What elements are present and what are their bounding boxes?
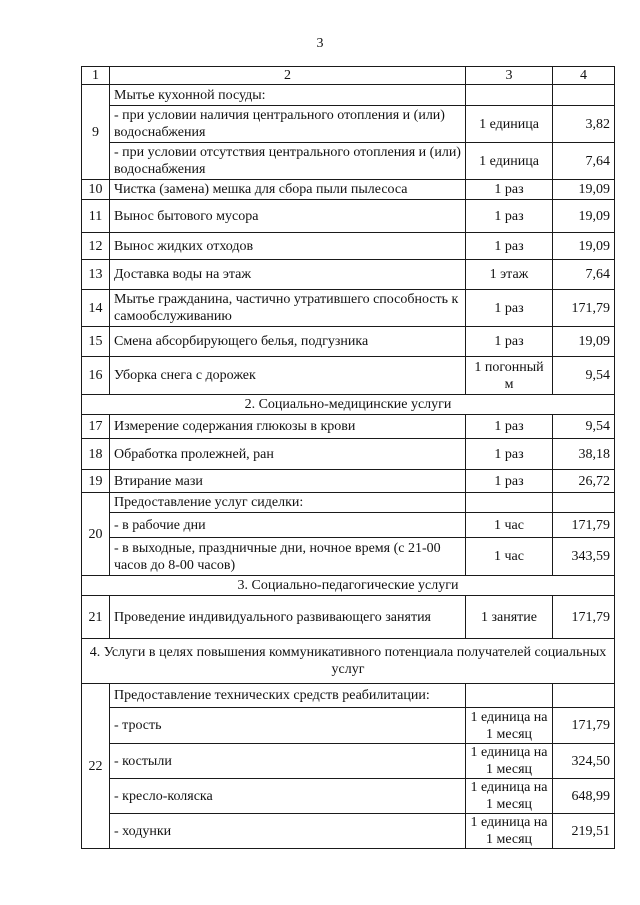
service-unit: 1 раз xyxy=(466,470,553,493)
group-title: Предоставление технических средств реабилитации: xyxy=(110,684,466,708)
group-item-row xyxy=(82,106,615,143)
service-unit: 1 этаж xyxy=(466,260,553,290)
service-name: Вынос жидких отходов xyxy=(110,233,466,260)
group-item-row xyxy=(82,538,615,576)
section-heading: 2. Социально-медицинские услуги xyxy=(82,395,615,415)
service-price: 7,64 xyxy=(553,260,615,290)
service-name: Доставка воды на этаж xyxy=(110,260,466,290)
group-title-row xyxy=(82,85,615,106)
row-number: 15 xyxy=(82,327,110,357)
section-heading-row xyxy=(82,576,615,596)
group-title: Мытье кухонной посуды: xyxy=(110,85,466,106)
service-unit: 1 занятие xyxy=(466,596,553,639)
service-price: 19,09 xyxy=(553,200,615,233)
service-name: - ходунки xyxy=(110,814,466,849)
tariff-table-body xyxy=(82,67,615,849)
group-item-row xyxy=(82,513,615,538)
service-name: - кресло-коляска xyxy=(110,779,466,814)
service-name: Чистка (замена) мешка для сбора пыли пылесоса xyxy=(110,180,466,200)
group-title-row xyxy=(82,684,615,708)
table-row xyxy=(82,180,615,200)
table-row xyxy=(82,327,615,357)
table-header-row xyxy=(82,67,615,85)
empty-unit-cell xyxy=(466,684,553,708)
service-price: 171,79 xyxy=(553,513,615,538)
section-heading: 4. Услуги в целях повышения коммуникативного потенциала получателей социальных услуг xyxy=(82,639,615,684)
service-name: - в рабочие дни xyxy=(110,513,466,538)
service-price: 171,79 xyxy=(553,596,615,639)
header-cell: 4 xyxy=(553,67,615,85)
section-heading: 3. Социально-педагогические услуги xyxy=(82,576,615,596)
service-unit: 1 раз xyxy=(466,180,553,200)
empty-unit-cell xyxy=(466,85,553,106)
service-unit: 1 единица на 1 месяц xyxy=(466,814,553,849)
service-price: 19,09 xyxy=(553,327,615,357)
table-row xyxy=(82,260,615,290)
group-item-row xyxy=(82,744,615,779)
empty-price-cell xyxy=(553,684,615,708)
tariff-table xyxy=(81,66,615,849)
service-price: 19,09 xyxy=(553,233,615,260)
table-row xyxy=(82,233,615,260)
group-item-row xyxy=(82,814,615,849)
service-unit: 1 погонный м xyxy=(466,357,553,395)
section-heading-row xyxy=(82,639,615,684)
service-price: 9,54 xyxy=(553,415,615,439)
empty-price-cell xyxy=(553,85,615,106)
row-number: 9 xyxy=(82,85,110,180)
group-item-row xyxy=(82,708,615,744)
service-price: 19,09 xyxy=(553,180,615,200)
service-name: Обработка пролежней, ран xyxy=(110,439,466,470)
header-cell: 2 xyxy=(110,67,466,85)
group-title-row xyxy=(82,493,615,513)
service-name: Проведение индивидуального развивающего занятия xyxy=(110,596,466,639)
service-name: - при условии отсутствия центрального отопления и (или) водоснабжения xyxy=(110,143,466,180)
section-heading-row xyxy=(82,395,615,415)
service-price: 38,18 xyxy=(553,439,615,470)
row-number: 22 xyxy=(82,684,110,849)
service-unit: 1 раз xyxy=(466,327,553,357)
group-item-row xyxy=(82,143,615,180)
service-unit: 1 единица на 1 месяц xyxy=(466,708,553,744)
table-row xyxy=(82,290,615,327)
service-unit: 1 раз xyxy=(466,439,553,470)
service-name: Измерение содержания глюкозы в крови xyxy=(110,415,466,439)
service-unit: 1 раз xyxy=(466,200,553,233)
row-number: 18 xyxy=(82,439,110,470)
empty-unit-cell xyxy=(466,493,553,513)
empty-price-cell xyxy=(553,493,615,513)
row-number: 11 xyxy=(82,200,110,233)
service-price: 343,59 xyxy=(553,538,615,576)
table-row xyxy=(82,596,615,639)
service-unit: 1 час xyxy=(466,538,553,576)
service-price: 7,64 xyxy=(553,143,615,180)
service-name: - трость xyxy=(110,708,466,744)
row-number: 21 xyxy=(82,596,110,639)
service-unit: 1 единица xyxy=(466,106,553,143)
row-number: 13 xyxy=(82,260,110,290)
page-number: 3 xyxy=(316,36,324,51)
service-unit: 1 единица xyxy=(466,143,553,180)
group-title: Предоставление услуг сиделки: xyxy=(110,493,466,513)
row-number: 19 xyxy=(82,470,110,493)
table-row xyxy=(82,415,615,439)
group-item-row xyxy=(82,779,615,814)
row-number: 14 xyxy=(82,290,110,327)
service-price: 171,79 xyxy=(553,708,615,744)
service-name: Мытье гражданина, частично утратившего способность к самообслуживанию xyxy=(110,290,466,327)
service-price: 648,99 xyxy=(553,779,615,814)
service-name: Вынос бытового мусора xyxy=(110,200,466,233)
row-number: 17 xyxy=(82,415,110,439)
row-number: 16 xyxy=(82,357,110,395)
header-cell: 3 xyxy=(466,67,553,85)
service-price: 3,82 xyxy=(553,106,615,143)
service-price: 219,51 xyxy=(553,814,615,849)
table-row xyxy=(82,439,615,470)
service-unit: 1 час xyxy=(466,513,553,538)
service-price: 9,54 xyxy=(553,357,615,395)
service-unit: 1 единица на 1 месяц xyxy=(466,779,553,814)
service-name: Уборка снега с дорожек xyxy=(110,357,466,395)
row-number: 20 xyxy=(82,493,110,576)
service-price: 26,72 xyxy=(553,470,615,493)
service-unit: 1 раз xyxy=(466,233,553,260)
table-row xyxy=(82,357,615,395)
service-price: 324,50 xyxy=(553,744,615,779)
service-price: 171,79 xyxy=(553,290,615,327)
service-unit: 1 единица на 1 месяц xyxy=(466,744,553,779)
service-unit: 1 раз xyxy=(466,290,553,327)
table-row xyxy=(82,200,615,233)
service-name: Смена абсорбирующего белья, подгузника xyxy=(110,327,466,357)
table-row xyxy=(82,470,615,493)
service-unit: 1 раз xyxy=(466,415,553,439)
row-number: 12 xyxy=(82,233,110,260)
service-name: - костыли xyxy=(110,744,466,779)
header-cell: 1 xyxy=(82,67,110,85)
service-name: - при условии наличия центрального отопления и (или) водоснабжения xyxy=(110,106,466,143)
service-name: - в выходные, праздничные дни, ночное время (с 21-00 часов до 8-00 часов) xyxy=(110,538,466,576)
service-name: Втирание мази xyxy=(110,470,466,493)
row-number: 10 xyxy=(82,180,110,200)
